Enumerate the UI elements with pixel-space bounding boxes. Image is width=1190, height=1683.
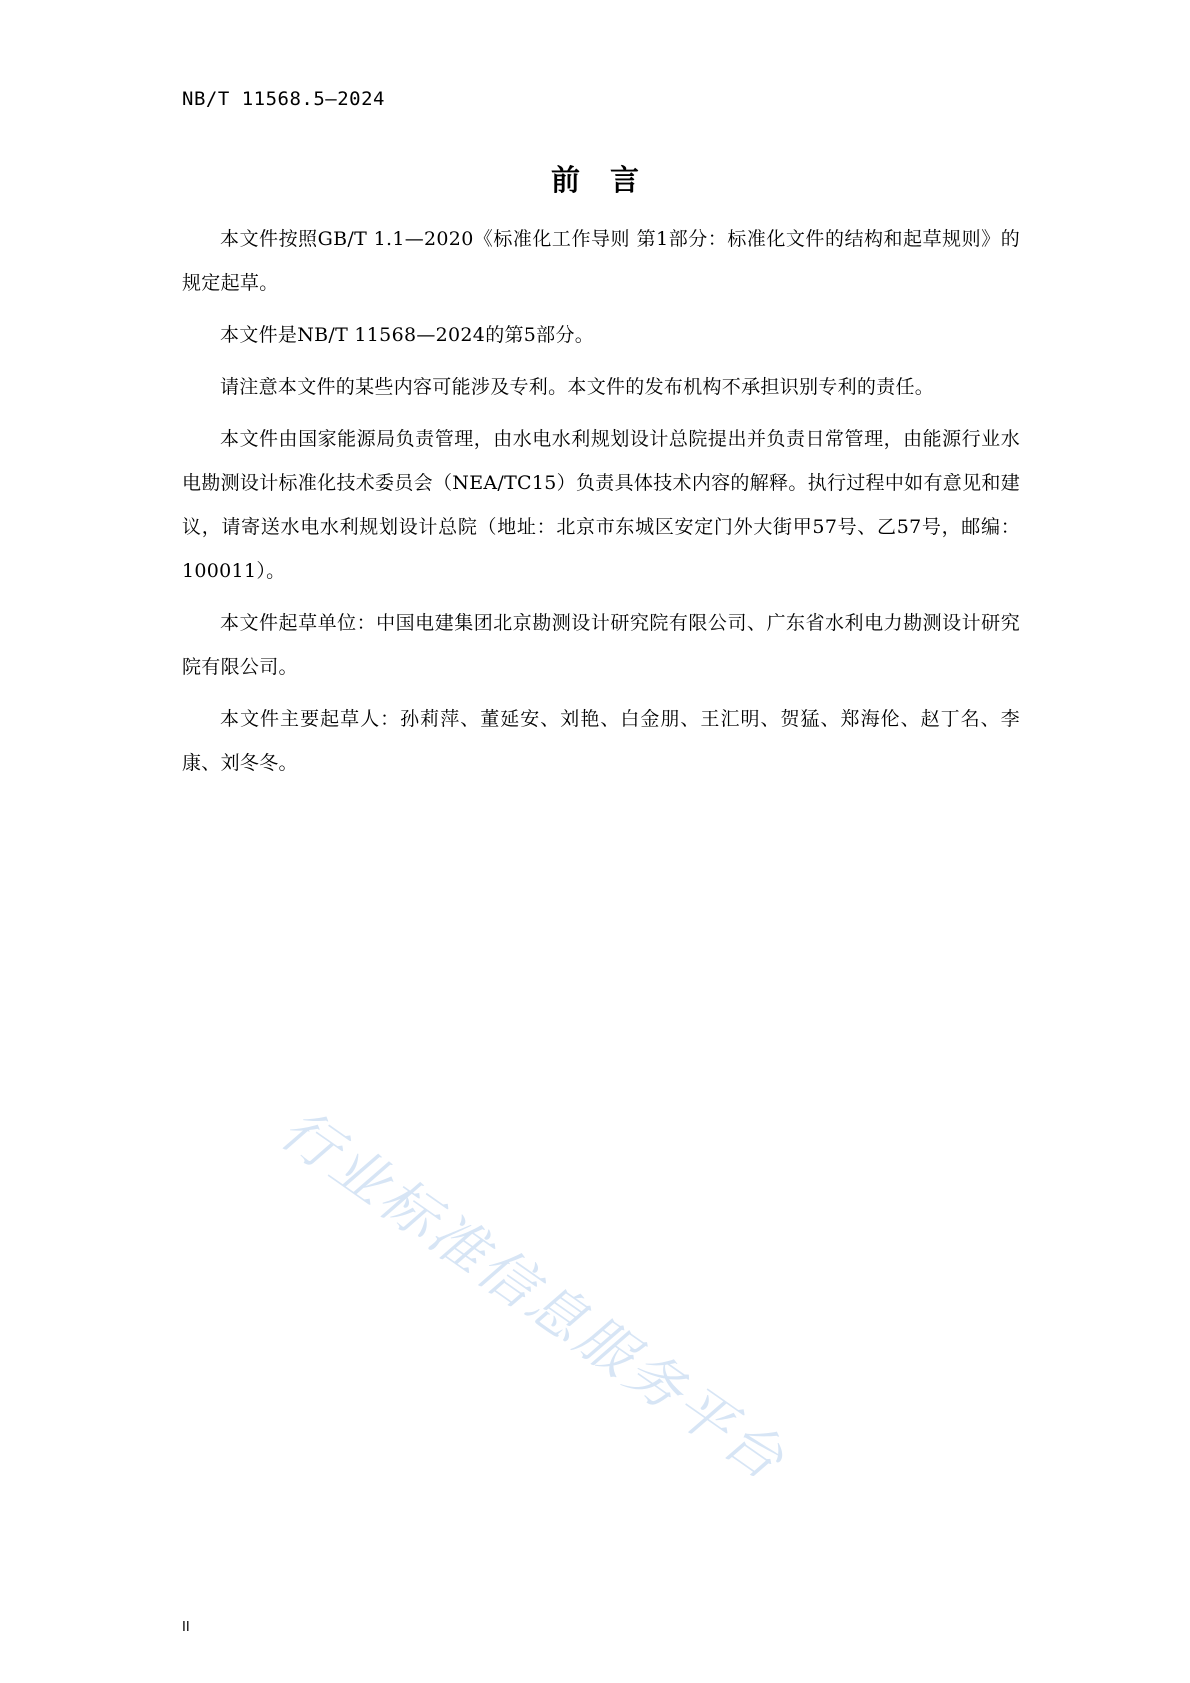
watermark: 行业标准信息服务平台 xyxy=(268,1097,798,1495)
paragraph-drafting-rules: 本文件按照GB/T 1.1—2020《标准化工作导则 第1部分：标准化文件的结构和起草规则》的规定起草。 xyxy=(182,228,1020,294)
page-title: 前言 xyxy=(550,163,669,197)
paragraph-part-info: 本文件是NB/T 11568—2024的第5部分。 xyxy=(220,324,595,346)
standard-number: NB/T 11568.5—2024 xyxy=(182,88,385,110)
document-body xyxy=(182,217,1020,793)
paragraph-management: 本文件由国家能源局负责管理，由水电水利规划设计总院提出并负责日常管理，由能源行业水电勘测设计标准化技术委员会（NEA/TC15）负责具体技术内容的解释。执行过程中如有意见和建议，请寄送水电水利规划设计总院（地址：北京市东城区安定门外大街甲57号、乙57号，邮编：100011）。 xyxy=(182,428,1020,582)
paragraph-drafting-units: 本文件起草单位：中国电建集团北京勘测设计研究院有限公司、广东省水利电力勘测设计研究院有限公司。 xyxy=(182,612,1020,678)
page-number: II xyxy=(182,1620,190,1635)
paragraph-patent-notice: 请注意本文件的某些内容可能涉及专利。本文件的发布机构不承担识别专利的责任。 xyxy=(220,376,935,398)
paragraph-drafters: 本文件主要起草人：孙莉萍、董延安、刘艳、白金朋、王汇明、贺猛、郑海伦、赵丁名、李康、刘冬冬。 xyxy=(182,708,1020,774)
